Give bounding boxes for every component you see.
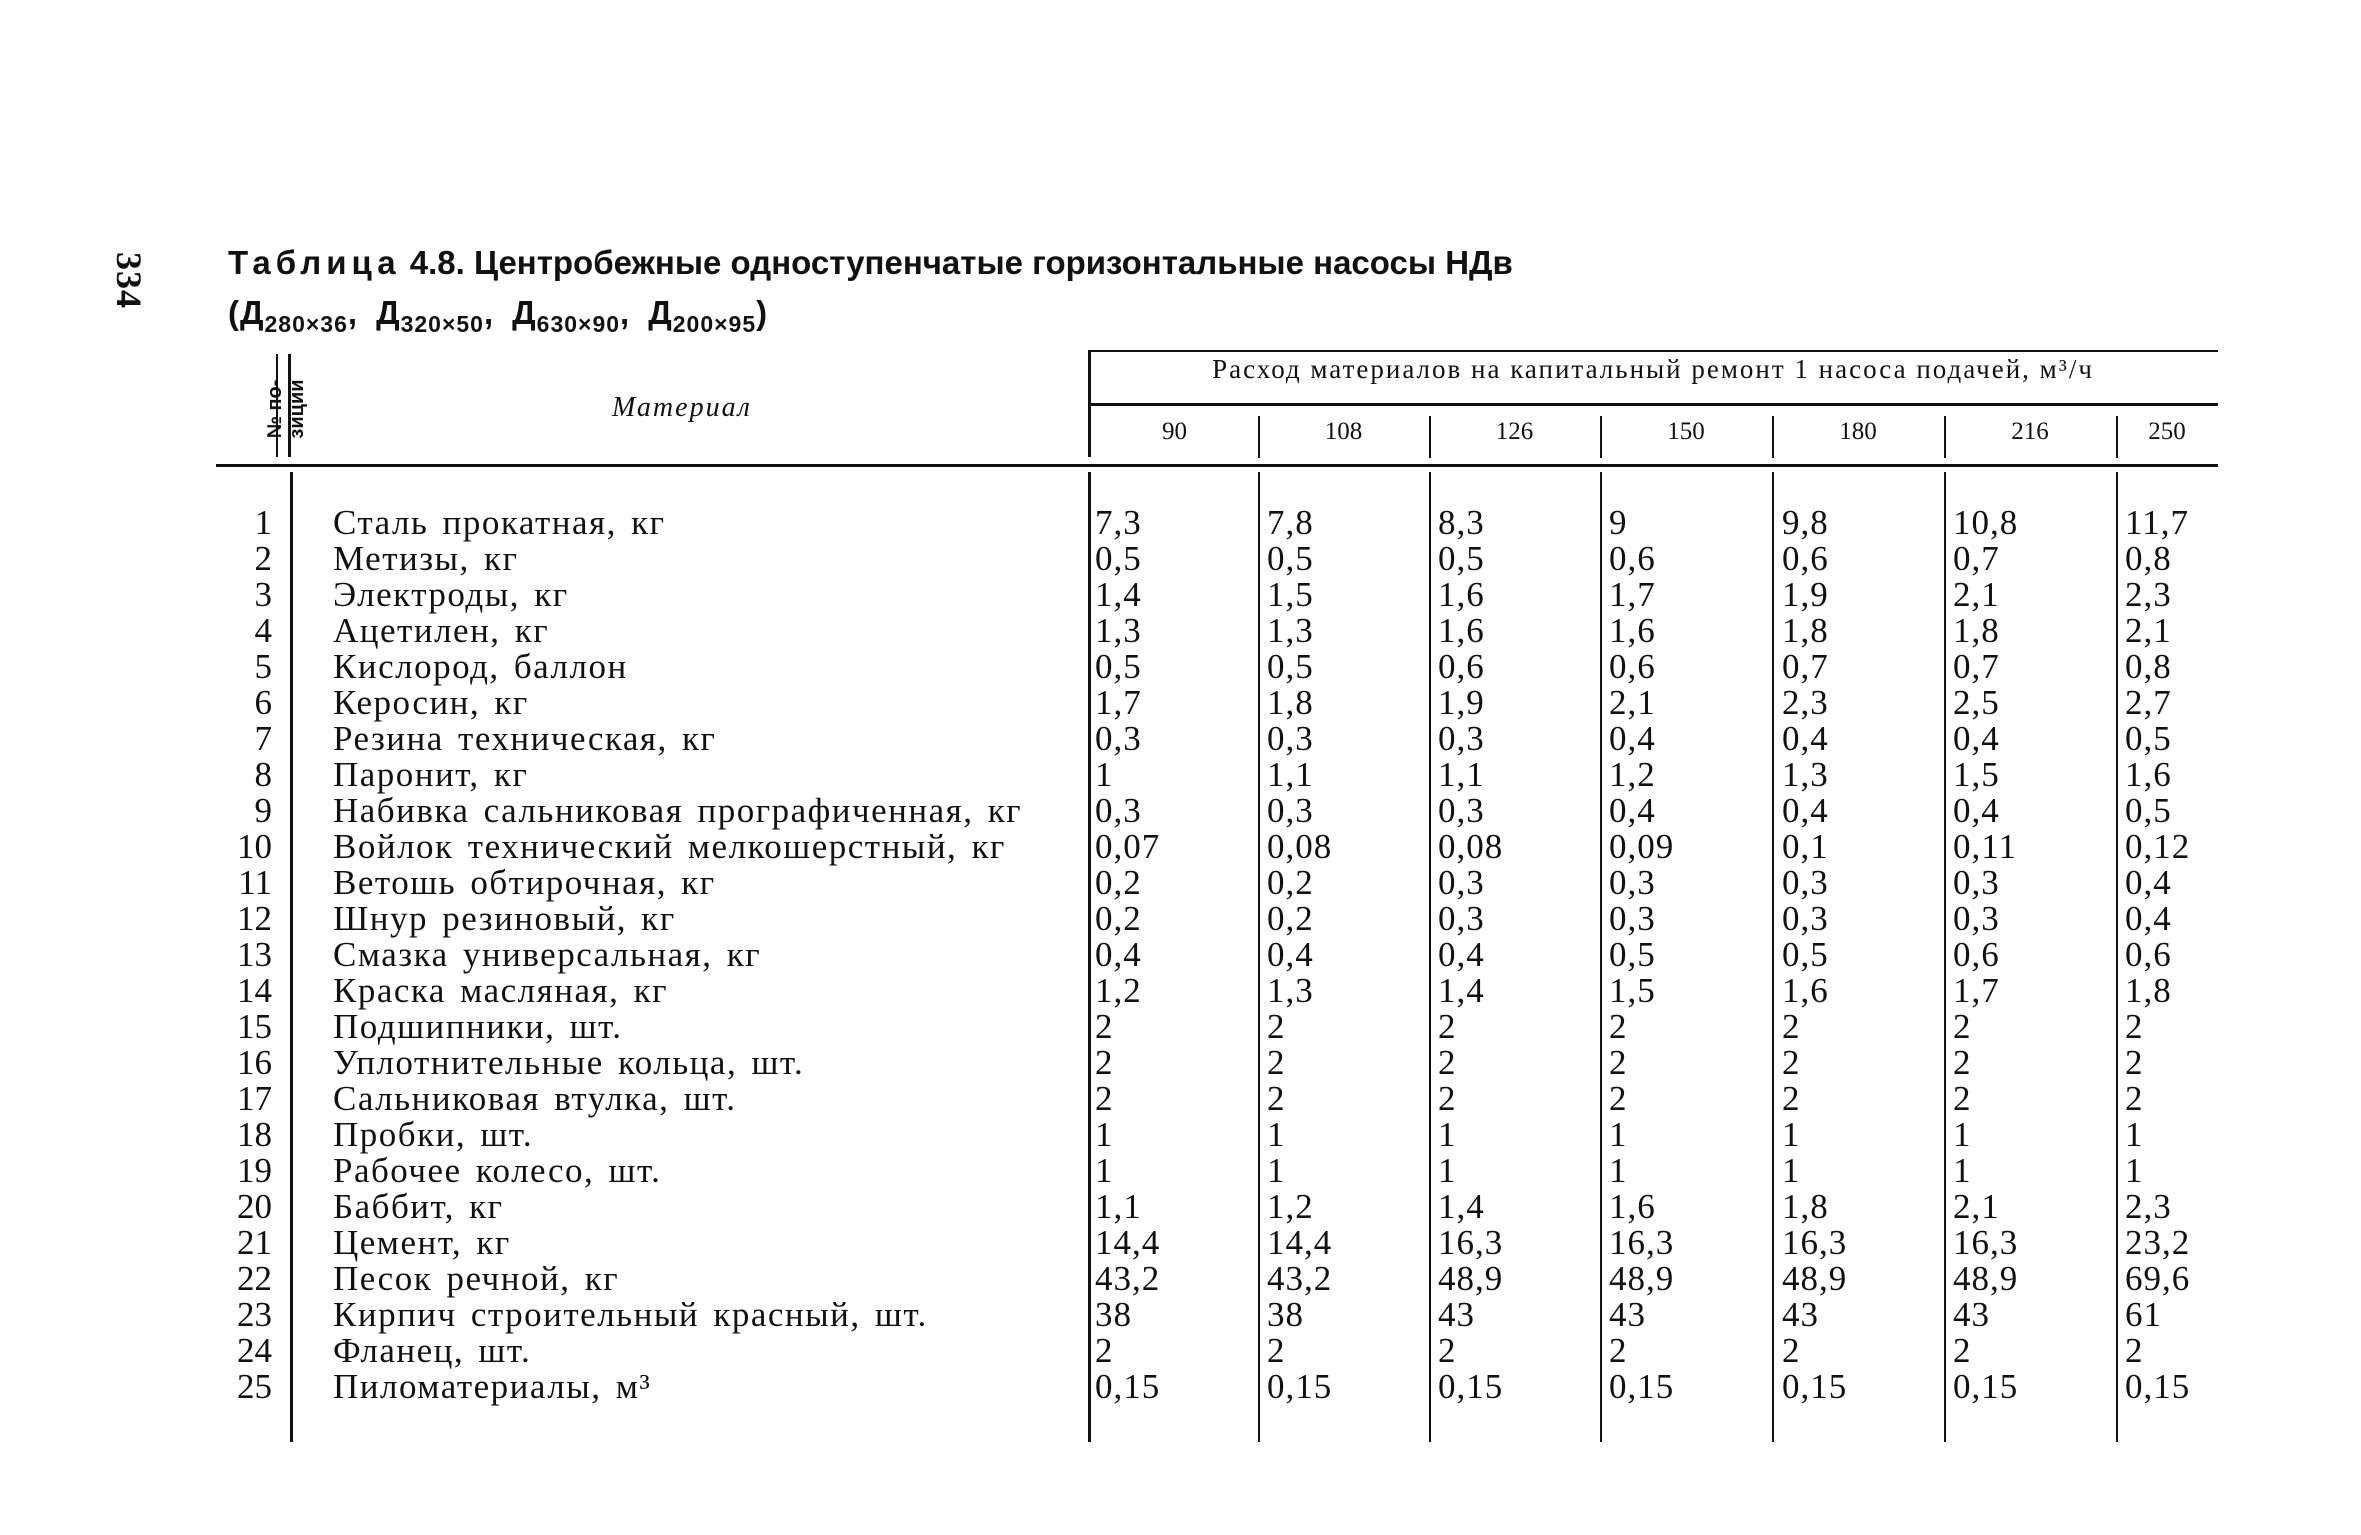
row-value: 1,4 xyxy=(1438,1187,1485,1226)
row-value: 1,6 xyxy=(1609,1187,1656,1226)
row-value: 0,3 xyxy=(1438,899,1485,938)
row-position: 13 xyxy=(237,935,272,974)
row-value: 1 xyxy=(1953,1151,1972,1190)
row-value: 1 xyxy=(1267,1115,1286,1154)
row-value: 0,7 xyxy=(1953,647,2000,686)
row-value: 9,8 xyxy=(1782,503,1829,542)
row-position: 15 xyxy=(237,1007,272,1046)
row-position: 6 xyxy=(254,683,272,722)
row-value: 0,8 xyxy=(2125,647,2172,686)
row-value: 0,07 xyxy=(1095,827,1161,866)
header-consumption: Расход материалов на капитальный ремонт 1 насоса подачей, м³/ч xyxy=(1212,354,2094,384)
pump-model xyxy=(228,294,359,337)
row-value: 0,5 xyxy=(1095,539,1142,578)
row-value: 0,3 xyxy=(1438,791,1485,830)
row-material: Краска масляная, кг xyxy=(333,971,668,1010)
row-value: 1 xyxy=(1782,1115,1801,1154)
row-material: Фланец, шт. xyxy=(333,1331,532,1370)
header-flow-250: 250 xyxy=(2148,418,2186,445)
row-material: Шнур резиновый, кг xyxy=(333,899,676,938)
row-value: 2,1 xyxy=(2125,611,2172,650)
row-value: 1,4 xyxy=(1095,575,1142,614)
row-value: 48,9 xyxy=(1438,1259,1504,1298)
row-value: 0,3 xyxy=(1953,863,2000,902)
row-material: Войлок технический мелкошерстный, кг xyxy=(333,827,1006,866)
row-value: 2,1 xyxy=(1953,575,2000,614)
row-value: 0,08 xyxy=(1438,827,1504,866)
pump-model xyxy=(512,294,631,337)
pump-model-size: 320×50 xyxy=(400,311,484,337)
row-value: 2,3 xyxy=(1782,683,1829,722)
row-position: 20 xyxy=(237,1187,272,1226)
row-position: 5 xyxy=(254,647,272,686)
row-value: 38 xyxy=(1267,1295,1304,1334)
row-material: Цемент, кг xyxy=(333,1223,511,1262)
row-value: 43 xyxy=(1438,1295,1475,1334)
row-material: Ацетилен, кг xyxy=(333,611,550,650)
row-value: 2 xyxy=(1095,1331,1114,1370)
header-flow-126: 126 xyxy=(1495,418,1534,445)
row-value: 0,3 xyxy=(1267,791,1314,830)
header-flow-150: 150 xyxy=(1667,418,1705,445)
row-position: 12 xyxy=(237,899,272,938)
row-value: 2 xyxy=(1609,1043,1628,1082)
row-value: 23,2 xyxy=(2125,1223,2191,1262)
row-value: 0,3 xyxy=(1438,863,1485,902)
row-position: 11 xyxy=(238,863,272,902)
row-position: 7 xyxy=(254,719,272,758)
row-value: 0,6 xyxy=(1953,935,2000,974)
pump-model-base: Д xyxy=(512,294,537,331)
row-value: 0,15 xyxy=(1609,1367,1675,1406)
row-value: 1 xyxy=(1438,1115,1457,1154)
rule-header-top xyxy=(1088,350,2218,352)
row-value: 2 xyxy=(1438,1007,1457,1046)
row-value: 1,2 xyxy=(1267,1187,1314,1226)
row-value: 0,5 xyxy=(1267,539,1314,578)
row-value: 0,5 xyxy=(1782,935,1829,974)
row-value: 0,3 xyxy=(1438,719,1485,758)
row-position: 19 xyxy=(237,1151,272,1190)
row-position: 16 xyxy=(237,1043,272,1082)
row-value: 14,4 xyxy=(1095,1223,1161,1262)
row-value: 0,15 xyxy=(1782,1367,1848,1406)
row-material: Набивка сальниковая прографиченная, кг xyxy=(333,791,1023,830)
row-value: 1,6 xyxy=(2125,755,2172,794)
row-value: 1 xyxy=(1438,1151,1457,1190)
row-material: Подшипники, шт. xyxy=(333,1007,623,1046)
row-value: 0,15 xyxy=(1095,1367,1161,1406)
row-value: 43 xyxy=(1609,1295,1646,1334)
row-value: 43,2 xyxy=(1267,1259,1333,1298)
row-value: 0,11 xyxy=(1953,827,2017,866)
row-value: 1,9 xyxy=(1782,575,1829,614)
row-position: 4 xyxy=(254,611,272,650)
row-value: 0,6 xyxy=(2125,935,2172,974)
row-value: 2,5 xyxy=(1953,683,2000,722)
row-value: 1,2 xyxy=(1609,755,1656,794)
row-value: 2 xyxy=(1438,1079,1457,1118)
row-position: 22 xyxy=(237,1259,272,1298)
row-value: 0,2 xyxy=(1267,899,1314,938)
row-value: 0,7 xyxy=(1782,647,1829,686)
rule-column-body xyxy=(1944,472,1946,1442)
row-position: 1 xyxy=(254,503,272,542)
row-value: 0,7 xyxy=(1953,539,2000,578)
row-position: 2 xyxy=(254,539,272,578)
row-value: 0,3 xyxy=(1267,719,1314,758)
rule-column-body xyxy=(1772,472,1774,1442)
row-value: 0,3 xyxy=(1095,719,1142,758)
row-value: 1,9 xyxy=(1438,683,1485,722)
row-value: 2 xyxy=(1782,1079,1801,1118)
row-value: 43,2 xyxy=(1095,1259,1161,1298)
header-position xyxy=(216,357,308,457)
row-value: 1,6 xyxy=(1438,611,1485,650)
row-value: 1,1 xyxy=(1438,755,1485,794)
rule-material-body xyxy=(290,472,293,1442)
header-flow-90: 90 xyxy=(1162,418,1187,445)
row-value: 16,3 xyxy=(1953,1223,2019,1262)
row-value: 0,5 xyxy=(1095,647,1142,686)
row-value: 2 xyxy=(1953,1079,1972,1118)
row-material: Ветошь обтирочная, кг xyxy=(333,863,716,902)
row-value: 2 xyxy=(1438,1043,1457,1082)
row-value: 0,08 xyxy=(1267,827,1333,866)
header-flow-108: 108 xyxy=(1324,418,1363,445)
row-position: 21 xyxy=(237,1223,272,1262)
row-value: 48,9 xyxy=(1782,1259,1848,1298)
pump-model-size: 200×95 xyxy=(672,311,757,337)
pump-models xyxy=(228,290,1513,347)
rule-header-bottom xyxy=(216,464,2218,467)
row-value: 2 xyxy=(1609,1007,1628,1046)
row-value: 16,3 xyxy=(1782,1223,1848,1262)
pump-model xyxy=(376,294,495,337)
row-value: 1 xyxy=(1095,755,1114,794)
row-value: 1,5 xyxy=(1267,575,1314,614)
row-value: 1 xyxy=(1095,1115,1114,1154)
row-value: 2 xyxy=(1267,1331,1286,1370)
row-value: 0,4 xyxy=(1267,935,1314,974)
header-position-label: № по- зиции xyxy=(264,379,308,439)
row-value: 1,1 xyxy=(1095,1187,1142,1226)
row-material: Керосин, кг xyxy=(333,683,529,722)
row-value: 0,4 xyxy=(1782,719,1829,758)
row-position: 23 xyxy=(237,1295,272,1334)
row-value: 8,3 xyxy=(1438,503,1485,542)
row-value: 1,2 xyxy=(1095,971,1142,1010)
row-value: 0,1 xyxy=(1782,827,1829,866)
row-value: 2,1 xyxy=(1609,683,1656,722)
row-position: 25 xyxy=(237,1367,272,1406)
row-value: 7,8 xyxy=(1267,503,1314,542)
row-value: 2,3 xyxy=(2125,1187,2172,1226)
row-value: 1 xyxy=(2125,1151,2144,1190)
row-material: Уплотнительные кольца, шт. xyxy=(333,1043,805,1082)
row-value: 2 xyxy=(2125,1331,2144,1370)
row-value: 2 xyxy=(1782,1043,1801,1082)
row-value: 2 xyxy=(1095,1043,1114,1082)
row-value: 0,15 xyxy=(1953,1367,2019,1406)
row-value: 7,3 xyxy=(1095,503,1142,542)
row-value: 1 xyxy=(1095,1151,1114,1190)
row-value: 0,15 xyxy=(1267,1367,1333,1406)
row-value: 1 xyxy=(1267,1151,1286,1190)
row-value: 0,4 xyxy=(1953,719,2000,758)
row-value: 2 xyxy=(1267,1043,1286,1082)
pump-model-base: Д xyxy=(376,294,401,331)
row-value: 0,6 xyxy=(1438,647,1485,686)
row-value: 2 xyxy=(1953,1331,1972,1370)
row-value: 0,6 xyxy=(1609,539,1656,578)
row-value: 0,3 xyxy=(1095,791,1142,830)
row-value: 2 xyxy=(2125,1043,2144,1082)
row-value: 0,5 xyxy=(1609,935,1656,974)
table-caption xyxy=(228,240,1513,347)
row-value: 0,4 xyxy=(1953,791,2000,830)
row-material: Паронит, кг xyxy=(333,755,529,794)
row-value: 1,5 xyxy=(1953,755,2000,794)
row-value: 0,4 xyxy=(1609,791,1656,830)
row-value: 0,4 xyxy=(1095,935,1142,974)
row-material: Метизы, кг xyxy=(333,539,519,578)
row-value: 1,7 xyxy=(1609,575,1656,614)
row-value: 1,6 xyxy=(1438,575,1485,614)
row-value: 2,1 xyxy=(1953,1187,2000,1226)
header-flow-216: 216 xyxy=(2011,418,2049,445)
row-value: 1 xyxy=(1953,1115,1972,1154)
row-value: 38 xyxy=(1095,1295,1132,1334)
pump-model-separator: , xyxy=(347,294,359,331)
row-value: 0,4 xyxy=(1609,719,1656,758)
row-value: 2 xyxy=(1953,1043,1972,1082)
row-value: 2 xyxy=(2125,1007,2144,1046)
row-value: 2 xyxy=(1095,1079,1114,1118)
row-value: 0,09 xyxy=(1609,827,1675,866)
row-value: 61 xyxy=(2125,1295,2162,1334)
row-value: 2 xyxy=(2125,1079,2144,1118)
row-value: 69,6 xyxy=(2125,1259,2191,1298)
row-value: 1,7 xyxy=(1953,971,2000,1010)
row-value: 0,4 xyxy=(1782,791,1829,830)
page-number: 334 xyxy=(109,252,149,309)
row-value: 2 xyxy=(1438,1331,1457,1370)
row-value: 0,15 xyxy=(2125,1367,2191,1406)
row-position: 3 xyxy=(254,575,272,614)
row-value: 0,2 xyxy=(1095,899,1142,938)
rule-column-body xyxy=(1258,472,1260,1442)
rule-column-body xyxy=(1600,472,1602,1442)
row-value: 1,1 xyxy=(1267,755,1314,794)
row-value: 1,3 xyxy=(1782,755,1829,794)
row-value: 2,3 xyxy=(2125,575,2172,614)
row-material: Песок речной, кг xyxy=(333,1259,620,1298)
row-value: 1,8 xyxy=(1782,611,1829,650)
row-value: 48,9 xyxy=(1953,1259,2019,1298)
row-material: Пробки, шт. xyxy=(333,1115,534,1154)
row-value: 0,5 xyxy=(1267,647,1314,686)
row-position: 14 xyxy=(237,971,272,1010)
row-value: 0,8 xyxy=(2125,539,2172,578)
row-position: 24 xyxy=(237,1331,272,1370)
row-value: 1,8 xyxy=(1267,683,1314,722)
row-material: Рабочее колесо, шт. xyxy=(333,1151,662,1190)
row-value: 2 xyxy=(1609,1331,1628,1370)
row-value: 1,7 xyxy=(1095,683,1142,722)
row-value: 0,6 xyxy=(1782,539,1829,578)
caption-number: 4.8. xyxy=(409,244,465,281)
row-value: 16,3 xyxy=(1438,1223,1504,1262)
row-value: 1,3 xyxy=(1095,611,1142,650)
row-value: 10,8 xyxy=(1953,503,2019,542)
pump-model-separator: ) xyxy=(756,294,769,331)
row-material: Электроды, кг xyxy=(333,575,569,614)
row-value: 0,3 xyxy=(1609,863,1656,902)
row-value: 1 xyxy=(1782,1151,1801,1190)
row-position: 17 xyxy=(237,1079,272,1118)
row-material: Сталь прокатная, кг xyxy=(333,503,666,542)
row-value: 14,4 xyxy=(1267,1223,1333,1262)
rule-header-group xyxy=(1088,403,2218,406)
pump-model-base: (Д xyxy=(228,294,265,331)
row-value: 11,7 xyxy=(2125,503,2189,542)
row-value: 0,4 xyxy=(1438,935,1485,974)
row-value: 43 xyxy=(1782,1295,1819,1334)
row-value: 0,5 xyxy=(2125,719,2172,758)
row-position: 8 xyxy=(254,755,272,794)
row-value: 1 xyxy=(1609,1151,1628,1190)
pump-model-separator: , xyxy=(620,294,631,331)
caption-title: Центробежные одноступенчатые горизонтальные насосы НДв xyxy=(473,244,1513,281)
row-value: 16,3 xyxy=(1609,1223,1675,1262)
row-value: 1,6 xyxy=(1609,611,1656,650)
pump-model-base: Д xyxy=(648,294,673,331)
rule-column-body xyxy=(2116,472,2118,1442)
row-value: 2 xyxy=(1267,1079,1286,1118)
row-material: Кирпич строительный красный, шт. xyxy=(333,1295,928,1334)
row-value: 0,3 xyxy=(1609,899,1656,938)
row-material: Баббит, кг xyxy=(333,1187,504,1226)
row-value: 2,7 xyxy=(2125,683,2172,722)
row-value: 1,4 xyxy=(1438,971,1485,1010)
row-value: 1,8 xyxy=(1953,611,2000,650)
row-value: 2 xyxy=(1095,1007,1114,1046)
row-value: 1,6 xyxy=(1782,971,1829,1010)
row-value: 1,8 xyxy=(1782,1187,1829,1226)
row-value: 2 xyxy=(1782,1331,1801,1370)
row-value: 0,12 xyxy=(2125,827,2191,866)
row-material: Резина техническая, кг xyxy=(333,719,717,758)
header-flow-180: 180 xyxy=(1839,418,1877,445)
row-value: 0,4 xyxy=(2125,899,2172,938)
pump-model-separator: , xyxy=(483,294,495,331)
row-value: 1,3 xyxy=(1267,611,1314,650)
row-value: 0,3 xyxy=(1782,863,1829,902)
pump-model xyxy=(648,294,769,337)
row-value: 48,9 xyxy=(1609,1259,1675,1298)
caption-title-line xyxy=(228,240,1513,286)
row-value: 0,3 xyxy=(1953,899,2000,938)
pump-model-size: 630×90 xyxy=(536,311,621,337)
row-value: 0,15 xyxy=(1438,1367,1504,1406)
row-value: 0,2 xyxy=(1095,863,1142,902)
row-value: 1,8 xyxy=(2125,971,2172,1010)
row-value: 2 xyxy=(1953,1007,1972,1046)
row-value: 2 xyxy=(1782,1007,1801,1046)
row-value: 0,2 xyxy=(1267,863,1314,902)
pump-model-size: 280×36 xyxy=(264,311,348,337)
row-value: 0,5 xyxy=(2125,791,2172,830)
header-material: Материал xyxy=(612,392,752,423)
row-value: 1 xyxy=(2125,1115,2144,1154)
row-value: 0,4 xyxy=(2125,863,2172,902)
row-value: 1,5 xyxy=(1609,971,1656,1010)
row-material: Пиломатериалы, м³ xyxy=(333,1367,652,1406)
row-value: 0,5 xyxy=(1438,539,1485,578)
row-position: 9 xyxy=(254,791,272,830)
row-value: 2 xyxy=(1267,1007,1286,1046)
row-value: 1 xyxy=(1609,1115,1628,1154)
caption-label: Таблица xyxy=(228,244,401,281)
row-position: 18 xyxy=(237,1115,272,1154)
rule-column-body xyxy=(1429,472,1431,1442)
row-position: 10 xyxy=(237,827,272,866)
row-value: 0,3 xyxy=(1782,899,1829,938)
row-material: Кислород, баллон xyxy=(333,647,628,686)
row-value: 1,3 xyxy=(1267,971,1314,1010)
row-value: 43 xyxy=(1953,1295,1990,1334)
row-value: 9 xyxy=(1609,503,1628,542)
row-value: 2 xyxy=(1609,1079,1628,1118)
row-material: Сальниковая втулка, шт. xyxy=(333,1079,737,1118)
row-material: Смазка универсальная, кг xyxy=(333,935,762,974)
rule-values-left-body xyxy=(1088,472,1091,1442)
row-value: 0,6 xyxy=(1609,647,1656,686)
